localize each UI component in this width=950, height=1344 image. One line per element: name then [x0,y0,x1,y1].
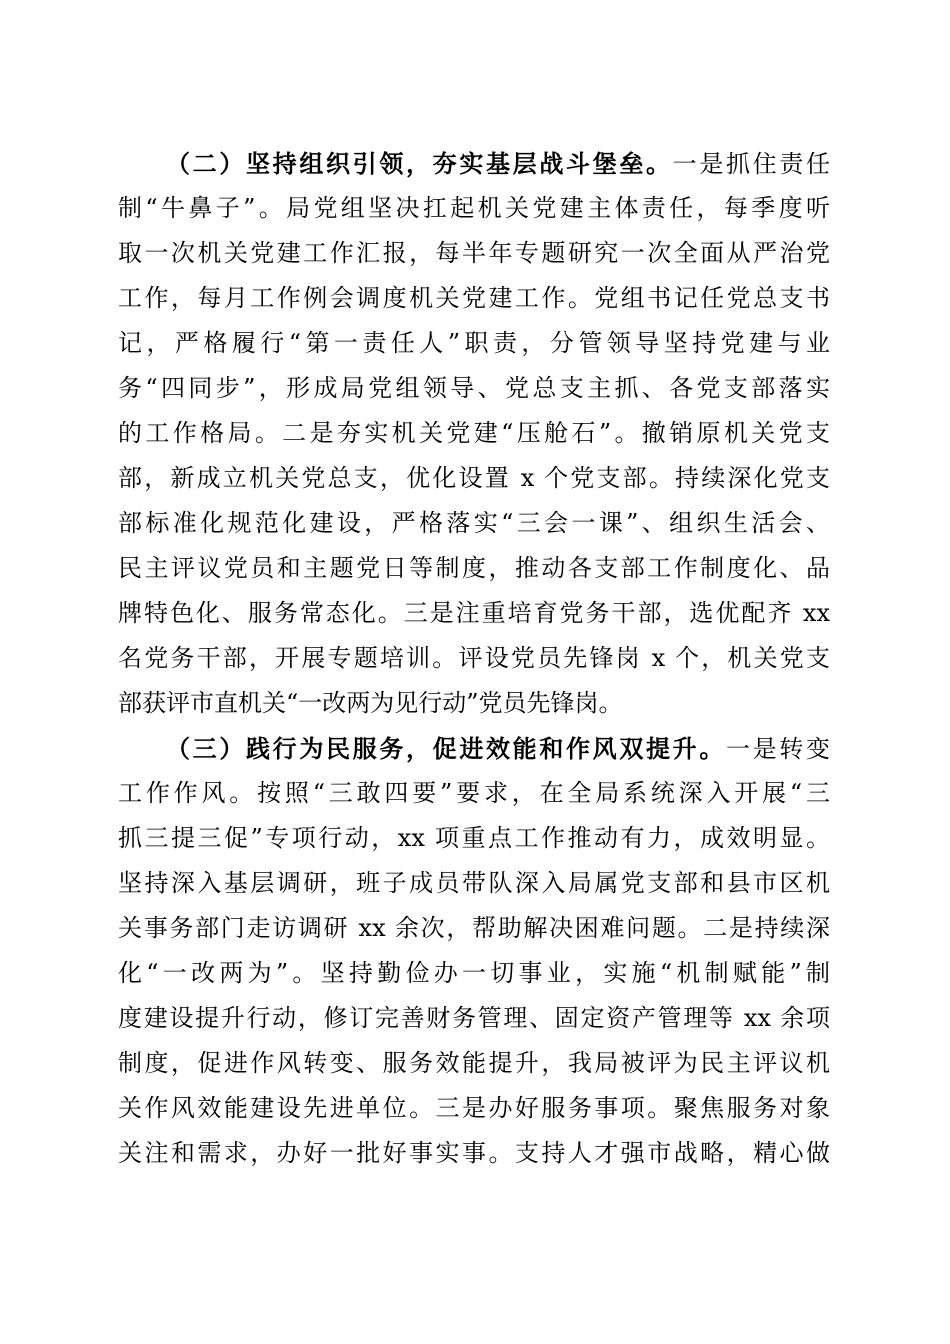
paragraph-line: 关事务部门走访调研 xx 余次，帮助解决困难问题。二是持续深 [118,914,830,942]
document-page [118,141,830,1176]
paragraph-text: 一是转变 [726,735,830,763]
paragraph-line: 部获评市直机关“一改两为见行动”党员先锋岗。 [118,689,623,717]
paragraph-line: 关注和需求，办好一批好事实事。支持人才强市战略，精心做 [118,1139,830,1167]
paragraph-line: 工作作风。按照“三敢四要”要求，在全局系统深入开展“三 [118,779,830,807]
paragraph-line: 坚持深入基层调研，班子成员带队深入局属党支部和县市区机 [118,869,830,897]
paragraph-line: 制“牛鼻子”。局党组坚决扛起机关党建主体责任，每季度听 [118,194,830,222]
paragraph-line: 的工作格局。二是夯实机关党建“压舱石”。撤销原机关党支 [118,419,830,447]
paragraph-line: 化“一改两为”。坚持勤俭办一切事业，实施“机制赋能”制 [118,959,830,987]
paragraph-line: 关作风效能建设先进单位。三是办好服务事项。聚焦服务对象 [118,1094,830,1122]
paragraph-line: 务“四同步”，形成局党组领导、党总支主抓、各党支部落实 [118,374,830,402]
paragraph-line: 牌特色化、服务常态化。三是注重培育党务干部，选优配齐 xx [118,599,830,627]
paragraph-line: 抓三提三促”专项行动，xx 项重点工作推动有力，成效明显。 [118,824,830,852]
paragraph-line: 制度，促进作风转变、服务效能提升，我局被评为民主评议机 [118,1049,830,1077]
paragraph-heading: （三）践行为民服务，促进效能和作风双提升。 [166,734,726,763]
paragraph-serve-people [118,726,830,1176]
paragraph-organization-leadership [118,141,830,726]
paragraph-line: 记，严格履行“第一责任人”职责，分管领导坚持党建与业 [118,329,830,357]
paragraph-line: 取一次机关党建工作汇报，每半年专题研究一次全面从严治党 [118,239,830,267]
paragraph-line [118,141,830,186]
paragraph-heading: （二）坚持组织引领，夯实基层战斗堡垒。 [166,149,673,178]
paragraph-line: 度建设提升行动，修订完善财务管理、固定资产管理等 xx 余项 [118,1004,830,1032]
paragraph-line: 部，新成立机关党总支，优化设置 x 个党支部。持续深化党支 [118,464,830,492]
paragraph-line: 民主评议党员和主题党日等制度，推动各支部工作制度化、品 [118,554,830,582]
paragraph-line: 工作，每月工作例会调度机关党建工作。党组书记任党总支书 [118,284,830,312]
paragraph-line [118,726,830,771]
paragraph-line: 部标准化规范化建设，严格落实“三会一课”、组织生活会、 [118,509,830,537]
paragraph-line: 名党务干部，开展专题培训。评设党员先锋岗 x 个，机关党支 [118,644,830,672]
paragraph-text: 一是抓住责任 [672,150,831,178]
